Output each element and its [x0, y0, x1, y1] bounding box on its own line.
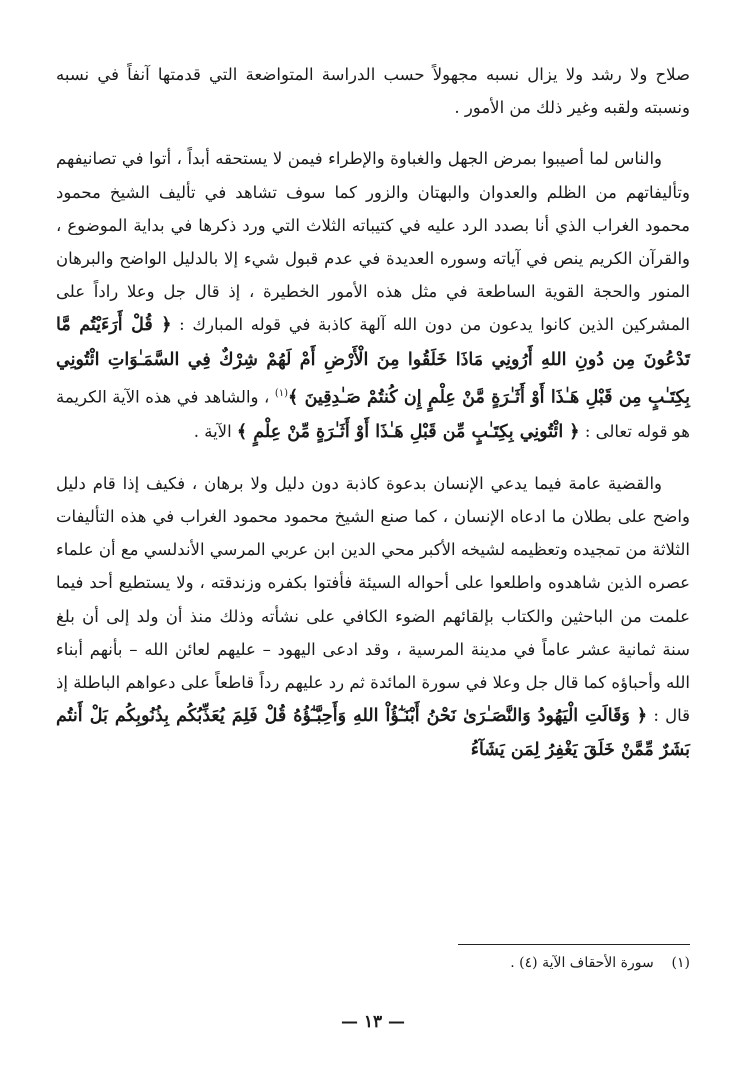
- text-run: والناس لما أصيبوا بمرض الجهل والغباوة والإطراء فيمن لا يستحقه أبداً ، أتوا في تصانيفهم وتأليفاتهم من الظلم والعدوان والبهتان والزور كما سوف تشاهد في تأليف الشيخ محمود محمود الغراب الذي أنا بصدد الرد عليه في كتيباته الثلاث التي ورد ذكرها في بداية الموضوع ، والقرآن الكريم ينص في آياته وسوره العديدة في عدم قبول شيء إلا بالدليل الواضح والبرهان المنور والحجة القوية الساطعة في مثل هذه الأمور الخطيرة ، إذ قال جل وعلا راداً على المشركين الذين كانوا يدعون من دون الله آلهة كاذبة في قوله المبارك :: [56, 149, 690, 335]
- text-run: صلاح ولا رشد ولا يزال نسبه مجهولاً حسب الدراسة المتواضعة التي قدمتها آنفاً في نسبه ونسبته ولقبه وغير ذلك من الأمور .: [56, 65, 690, 118]
- paragraph-3: [56, 467, 690, 768]
- footnote-marker: (١): [671, 955, 690, 971]
- quran-verse: ﴿ ائْتُونِي بِكِتَـٰبٍ مِّن قَبْلِ هَـٰذَا أَوْ أَثَـٰرَةٍ مِّنْ عِلْمٍ ﴾: [236, 421, 580, 442]
- paragraph-1: [56, 58, 690, 124]
- footnote-divider: [458, 944, 690, 945]
- text-run: الآية .: [193, 421, 237, 441]
- text-run: ، والشاهد في هذه الآية الكريمة هو قوله تعالى :: [56, 387, 690, 441]
- footnote-reference: (١): [274, 387, 288, 399]
- page-number: — ١٣ —: [340, 1012, 406, 1032]
- book-page: [56, 58, 690, 1058]
- paragraph-2: [56, 142, 690, 448]
- body-text: [56, 58, 690, 768]
- quran-verse: ﴿ قُلْ أَرَءَيْتُم مَّا تَدْعُونَ مِن دُونِ اللهِ أَرُونِي مَاذَا خَلَقُوا مِنَ الْأَرْضِ أَمْ لَهُمْ شِرْكٌ فِي السَّمَـٰوَاتِ ائْتُونِي بِكِتَـٰبٍ مِن قَبْلِ هَـٰذَا أَوْ أَثَـٰرَةٍ مَّنْ عِلْمٍ إِن كُنتُمْ صَـٰدِقِينَ ﴾: [56, 315, 690, 408]
- footnote-text: سورة الأحقاف الآية (٤) .: [510, 955, 654, 971]
- text-run: والقضية عامة فيما يدعي الإنسان بدعوة كاذبة دون دليل ولا برهان ، فكيف إذا قام دليل واضح على بطلان ما ادعاه الإنسان ، كما صنع الشيخ محمود محمود الغراب في هذه التأليفات الثلاثة من تمجيده وتعظيمه لشيخه الأكبر محي الدين ابن عربي المرسي الأندلسي مع أن علماء عصره الذين شاهدوه واطلعوا على أحواله السيئة فأفتوا بكفره وزندقته ، ولا يستطيع أحد فيما علمت من الباحثين والكتاب بإلقائهم الضوء الكافي على نشأته وذلك منذ أن ولد إلى أن بلغ سنة ثمانية عشر عاماً في مدينة المرسية ، وقد ادعى اليهود – عليهم لعائن الله – بأنهم أبناء الله وأحباؤه كما قال جل وعلا في سورة المائدة ثم رد عليهم رداً قاطعاً على دعواهم الباطلة إذ قال :: [56, 473, 691, 726]
- quran-verse: ﴿ وَقَالَتِ الْيَهُودُ وَالنَّصَـٰرَىٰ نَحْنُ أَبْنَـٰٓؤُاْ اللهِ وَأَحِبَّـٰٓؤُهُ قُلْ فَلِمَ يُعَذِّبُكُم بِذُنُوبِكُم بَلْ أَنتُم بَشَرٌ مِّمَّنْ خَلَقَ يَغْفِرُ لِمَن يَشَآءُ: [56, 706, 690, 761]
- footnote: [56, 951, 690, 975]
